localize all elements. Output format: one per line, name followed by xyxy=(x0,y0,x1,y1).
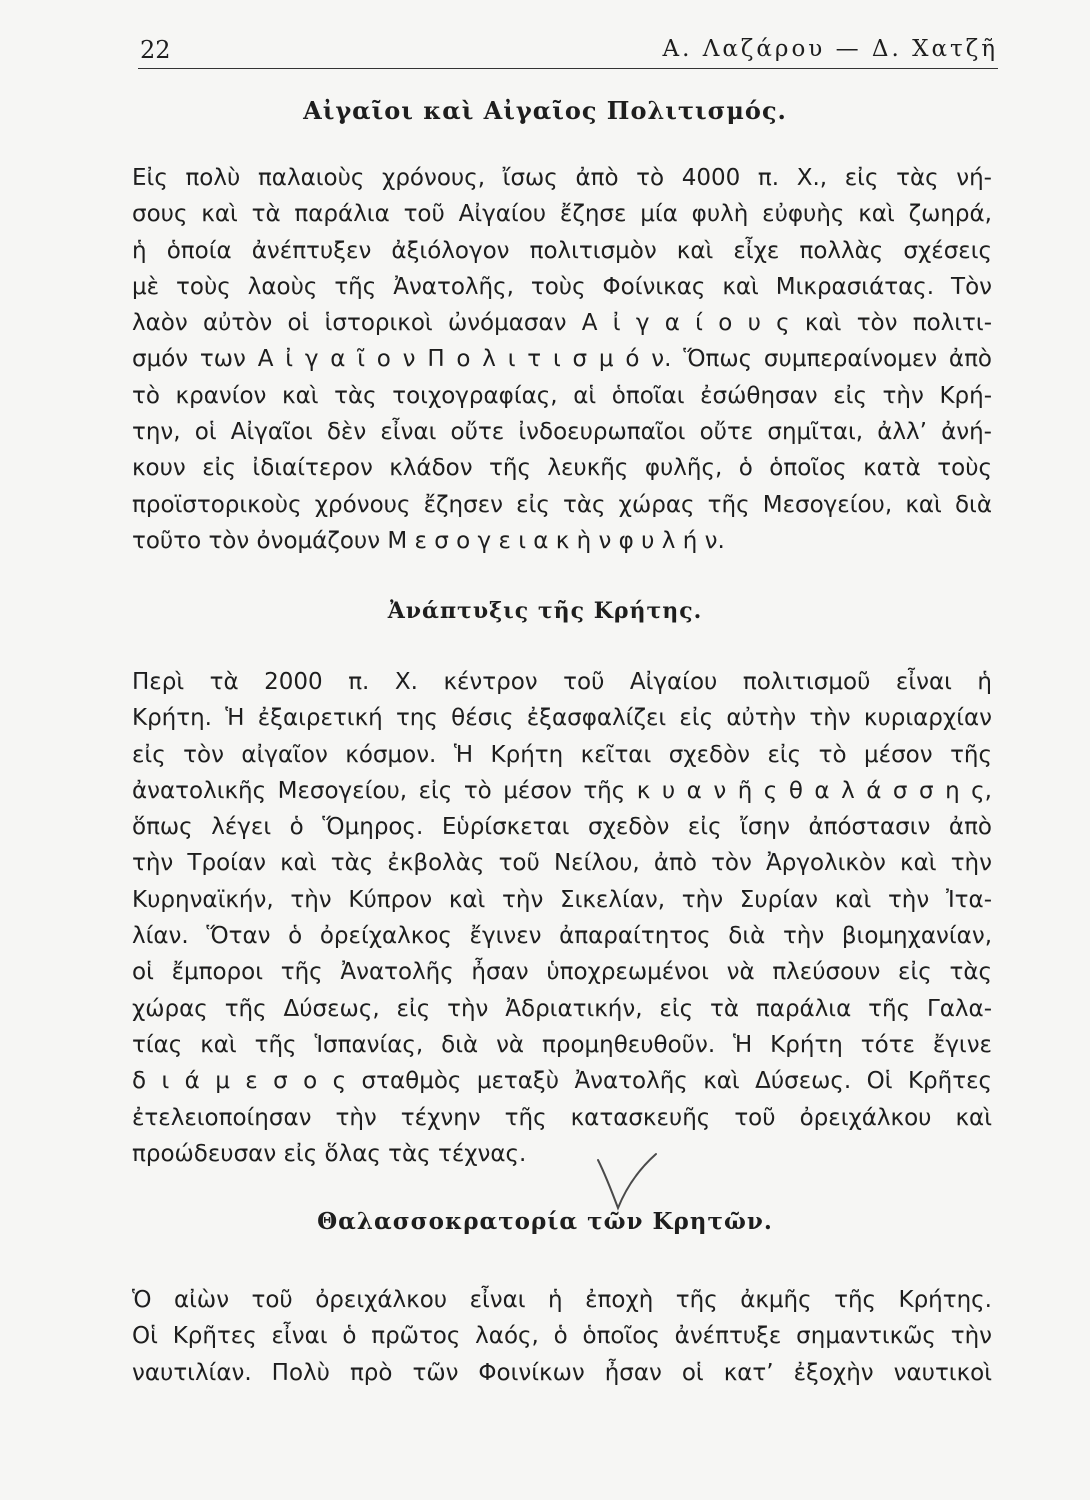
text-line: λαὸν αὐτὸν οἱ ἱστορικοὶ ὠνόμασαν Α ἰ γ α ί ο υ ς καὶ τὸν πολιτι- xyxy=(132,310,992,337)
text-line: Εἰς πολὺ παλαιοὺς χρόνους, ἴσως ἀπὸ τὸ 4000 π. Χ., εἰς τὰς νή- xyxy=(132,165,992,191)
paragraph-aegeans xyxy=(132,160,992,559)
text-line: δ ι ά μ ε σ ο ς σταθμὸς μεταξὺ Ἀνατολῆς καὶ Δύσεως. Οἱ Κρῆτες xyxy=(132,1068,992,1095)
text-line: Οἱ Κρῆτες εἶναι ὁ πρῶτος λαός, ὁ ὁποῖος ἀνέπτυξε σημαντικῶς τὴν xyxy=(132,1323,992,1350)
running-header xyxy=(138,34,998,69)
text-line: σους καὶ τὰ παράλια τοῦ Αἰγαίου ἔζησε μία φυλὴ εὐφυὴς καὶ ζωηρά, xyxy=(132,201,992,228)
text-line: ἡ ὁποία ἀνέπτυξεν ἀξιόλογον πολιτισμὸν καὶ εἶχε πολλὰς σχέσεις xyxy=(132,237,992,264)
text-line: σμόν των Α ἰ γ α ῖ ο ν Π ο λ ι τ ι σ μ ό ν. Ὅπως συμπεραίνομεν ἀπὸ xyxy=(132,346,992,373)
text-line: Περὶ τὰ 2000 π. Χ. κέντρον τοῦ Αἰγαίου πολιτισμοῦ εἶναι ἡ xyxy=(132,669,992,695)
text-line: τοῦτο τὸν ὀνομάζουν Μ ε σ ο γ ε ι α κ ὴ ν φ υ λ ή ν. xyxy=(132,527,725,554)
paragraph-crete-development xyxy=(132,664,992,1172)
handwritten-checkmark-icon xyxy=(592,1152,662,1212)
text-line: χώρας τῆς Δύσεως, εἰς τὴν Ἀδριατικήν, εἰς τὰ παράλια τῆς Γαλα- xyxy=(132,995,992,1022)
text-line: τίας καὶ τῆς Ἱσπανίας, διὰ νὰ προμηθευθοῦν. Ἡ Κρήτη τότε ἔγινε xyxy=(132,1031,992,1058)
text-line: Ὁ αἰὼν τοῦ ὀρειχάλκου εἶναι ἡ ἐποχὴ τῆς ἀκμῆς τῆς Κρήτης. xyxy=(132,1287,992,1313)
text-line: ναυτιλίαν. Πολὺ πρὸ τῶν Φοινίκων ἦσαν οἱ κατ’ ἐξοχὴν ναυτικοὶ xyxy=(132,1359,992,1386)
text-line: μὲ τοὺς λαοὺς τῆς Ἀνατολῆς, τοὺς Φοίνικας καὶ Μικρασιάτας. Τὸν xyxy=(132,273,992,300)
section-title-crete-development: Ἀνάπτυξις τῆς Κρήτης. xyxy=(387,598,703,624)
text-line: κουν εἰς ἰδιαίτερον κλάδον τῆς λευκῆς φυλῆς, ὁ ὁποῖος κατὰ τοὺς xyxy=(132,455,992,482)
page-number: 22 xyxy=(140,36,171,64)
running-title: Α. Λαζάρου — Δ. Χατζῆ xyxy=(662,36,998,62)
text-line: Κυρηναϊκήν, τὴν Κύπρον καὶ τὴν Σικελίαν, τὴν Συρίαν καὶ τὴν Ἰτα- xyxy=(132,886,992,913)
text-line: οἱ ἔμποροι τῆς Ἀνατολῆς ἦσαν ὑποχρεωμένοι νὰ πλεύσουν εἰς τὰς xyxy=(132,959,992,986)
text-line: την, οἱ Αἰγαῖοι δὲν εἶναι οὔτε ἰνδοευρωπαῖοι οὔτε σημῖται, ἀλλ’ ἀνή- xyxy=(132,419,992,446)
section-title-thalassocracy: Θαλασσοκρατορία τῶν Κρητῶν. xyxy=(317,1208,773,1235)
text-line: προϊστορικοὺς χρόνους ἔζησεν εἰς τὰς χώρας τῆς Μεσογείου, καὶ διὰ xyxy=(132,491,992,518)
text-line: λίαν. Ὅταν ὁ ὀρείχαλκος ἔγινεν ἀπαραίτητος διὰ τὴν βιομηχανίαν, xyxy=(132,923,992,950)
section-title-aegeans: Αἰγαῖοι καὶ Αἰγαῖος Πολιτισμός. xyxy=(303,96,787,125)
text-line: ἀνατολικῆς Μεσογείου, εἰς τὸ μέσον τῆς κ υ α ν ῆ ς θ α λ ά σ σ η ς, xyxy=(132,777,992,804)
text-line: ἐτελειοποίησαν τὴν τέχνην τῆς κατασκευῆς τοῦ ὀρειχάλκου καὶ xyxy=(132,1104,992,1131)
text-line: εἰς τὸν αἰγαῖον κόσμον. Ἡ Κρήτη κεῖται σχεδὸν εἰς τὸ μέσον τῆς xyxy=(132,741,992,768)
text-line: τὸ κρανίον καὶ τὰς τοιχογραφίας, αἱ ὁποῖαι ἐσώθησαν εἰς τὴν Κρή- xyxy=(132,382,992,409)
text-line: ὅπως λέγει ὁ Ὅμηρος. Εὑρίσκεται σχεδὸν εἰς ἴσην ἀπόστασιν ἀπὸ xyxy=(132,814,992,841)
paragraph-thalassocracy xyxy=(132,1282,992,1391)
text-line: τὴν Τροίαν καὶ τὰς ἐκβολὰς τοῦ Νείλου, ἀπὸ τὸν Ἀργολικὸν καὶ τὴν xyxy=(132,850,992,877)
text-line: προώδευσαν εἰς ὅλας τὰς τέχνας. xyxy=(132,1140,527,1167)
text-line: Κρήτη. Ἡ ἐξαιρετική της θέσις ἐξασφαλίζει εἰς αὐτὴν τὴν κυριαρχίαν xyxy=(132,705,992,732)
